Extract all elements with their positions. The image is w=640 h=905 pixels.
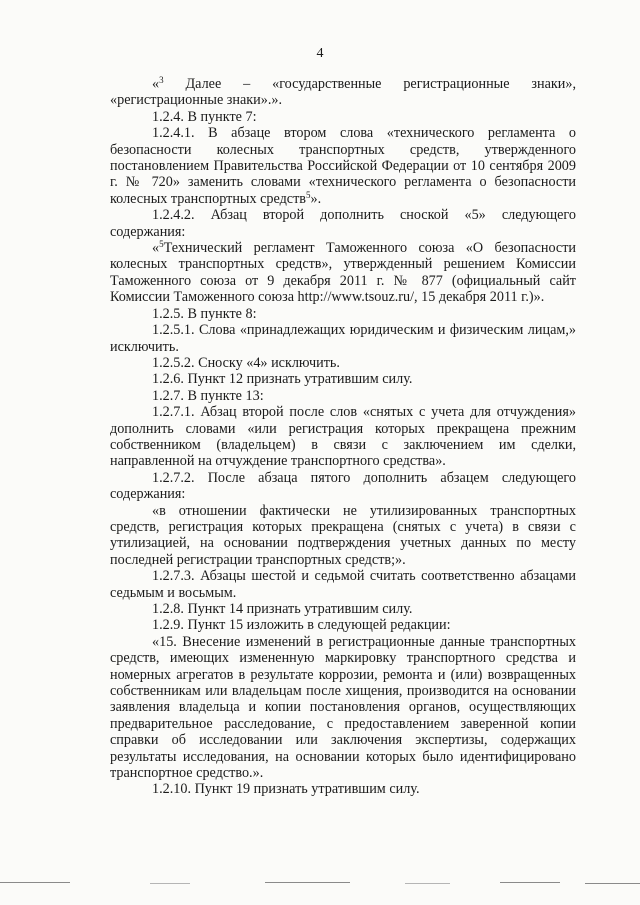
scan-artifact-line (0, 880, 640, 886)
clause-1-2-4-1: 1.2.4.1. В абзаце втором слова «технического регламента о безопасности колесных транспортных средств, утвержденного постановлением Правительства Российской Федерации от 10 сентября 2009 г. № 720» заменить словами «технического регламента о безопасности колесных транспортных средств$^5$». (110, 125, 576, 207)
clause-1-2-4: 1.2.4. В пункте 7: (152, 108, 257, 125)
inserted-paragraph: «в отношении фактически не утилизированных транспортных средств, регистрация которых прекращена (снятых с учета) в связи с утилизацией, на основании подтверждения учетных данных по месту последней регистрации транспортных средств;». (110, 502, 576, 568)
footnote-marker: 5 (306, 189, 311, 200)
document-body (110, 76, 576, 798)
footnote-marker: 3 (159, 75, 164, 85)
clause-1-2-7-2: 1.2.7.2. После абзаца пятого дополнить абзацем следующего содержания: (110, 469, 576, 503)
footnote-marker: 5 (159, 239, 164, 250)
footnote-3-text: «$^3$ Далее – «государственные регистрационные знаки», «регистрационные знаки».». (110, 75, 576, 109)
clause-1-2-5-2: 1.2.5.2. Сноску «4» исключить. (152, 354, 340, 371)
clause-1-2-6: 1.2.6. Пункт 12 признать утратившим силу. (152, 371, 413, 388)
page-number: 4 (316, 46, 324, 61)
new-clause-15: «15. Внесение изменений в регистрационные данные транспортных средств, имеющих измененную маркировку транспортного средства и номерных агрегатов в результате коррозии, ремонта и (или) возвращенных собственникам или владельцам после хищения, производится на основании заявления владельца и копии постановления органов, осуществляющих предварительное расследование, с предоставлением заверенной копии справки об исследовании или заключения экспертизы, содержащих результаты исследования, на основании которых было идентифицировано транспортное средство.». (110, 633, 576, 782)
clause-1-2-5-1: 1.2.5.1. Слова «принадлежащих юридическим и физическим лицам,» исключить. (110, 322, 576, 355)
clause-1-2-4-2: 1.2.4.2. Абзац второй дополнить сноской «5» следующего содержания: (110, 207, 576, 240)
clause-1-2-10: 1.2.10. Пункт 19 признать утратившим силу. (152, 781, 420, 798)
clause-1-2-9: 1.2.9. Пункт 15 изложить в следующей редакции: (152, 617, 451, 634)
footnote-5-text: «$^5$Технический регламент Таможенного союза «О безопасности колесных транспортных средств», утвержденный решением Комиссии Таможенного союза от 9 декабря 2011 г. № 877 (официальный сайт Комиссии Таможенного союза http://www.tsouz.ru/, 15 декабря 2011 г.)». (110, 239, 576, 306)
clause-1-2-5: 1.2.5. В пункте 8: (152, 305, 257, 322)
clause-1-2-7: 1.2.7. В пункте 13: (152, 387, 264, 404)
clause-1-2-8: 1.2.8. Пункт 14 признать утратившим силу. (152, 601, 413, 617)
clause-1-2-7-3: 1.2.7.3. Абзацы шестой и седьмой считать соответственно абзацами седьмым и восьмым. (110, 568, 576, 601)
clause-1-2-7-1: 1.2.7.1. Абзац второй после слов «снятых с учета для отчуждения» дополнить словами «или регистрация которых прекращена прежним собственником (владельцем) в связи с заключением им сделки, направленной на отчуждение транспортного средства». (110, 404, 576, 470)
